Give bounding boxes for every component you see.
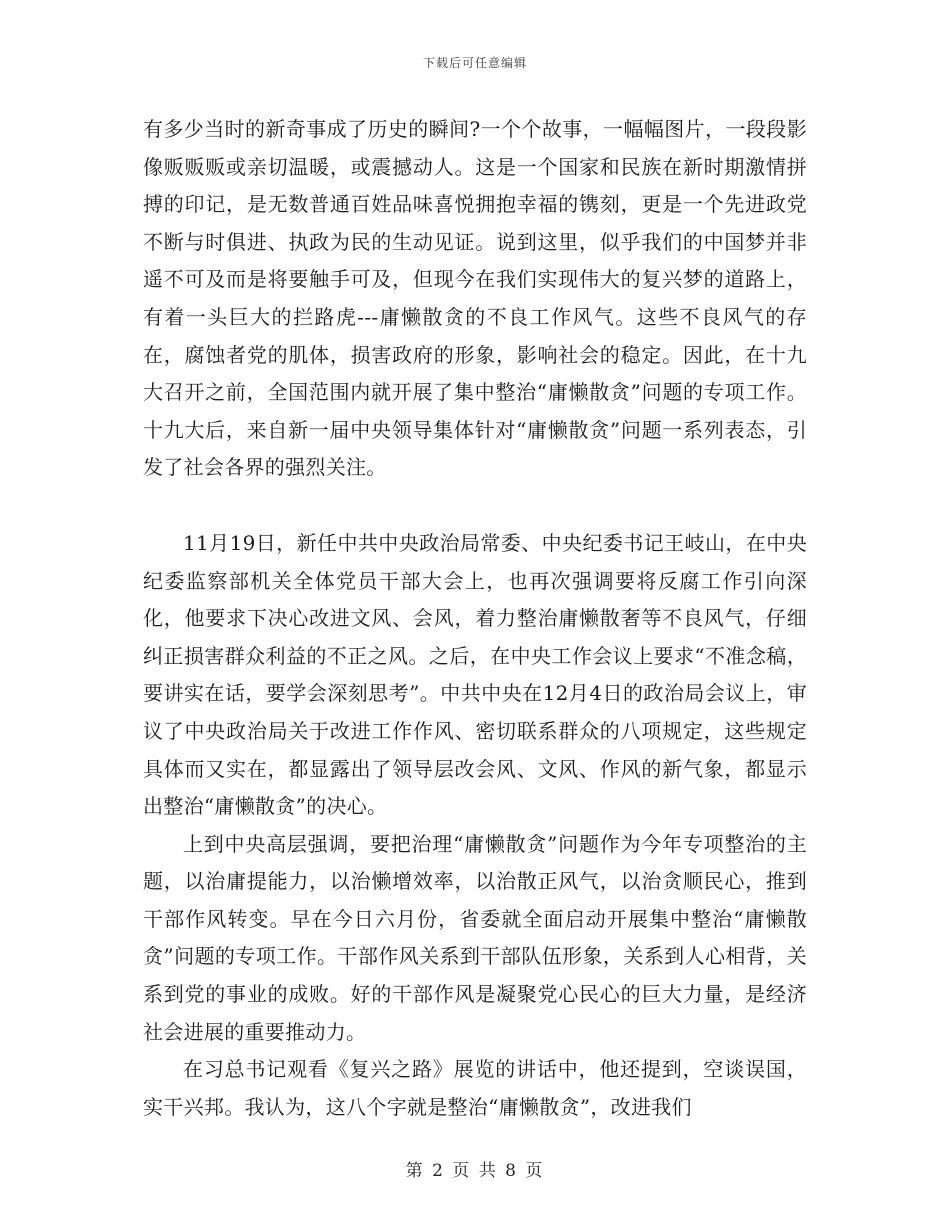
paragraph-2: 11月19日，新任中共中央政治局常委、中央纪委书记王岐山，在中央纪委监察部机关全体党员干部大会上，也再次强调要将反腐工作引向深化，他要求下决心改进文风、会风，着力整治庸懒散奢等不良风气，仔细纠正损害群众利益的不正之风。之后，在中央工作会议上要求“不准念稿，要讲实在话，要学会深刻思考”。中共中央在12月4日的政治局会议上，审议了中央政治局关于改进工作作风、密切联系群众的八项规定，这些规定具体而又实在，都显露出了领导层改会风、文风、作风的新气象，都显示出整治“庸懒散贪”的决心。 <box>143 530 807 819</box>
page-header: 下载后可任意编辑 <box>422 56 527 70</box>
document-body <box>143 111 807 1126</box>
page-footer: 第 2 页 共 8 页 <box>405 1161 545 1181</box>
paragraph-1: 有多少当时的新奇事成了历史的瞬间?一个个故事，一幅幅图片，一段段影像贩贩贩或亲切温暖，或震撼动人。这是一个国家和民族在新时期激情拼搏的印记，是无数普通百姓品味喜悦拥抱幸福的镌刻，更是一个先进政党不断与时俱进、执政为民的生动见证。说到这里，似乎我们的中国梦并非遥不可及而是将要触手可及，但现今在我们实现伟大的复兴梦的道路上，有着一头巨大的拦路虎---庸懒散贪的不良工作风气。这些不良风气的存在，腐蚀者党的肌体，损害政府的形象，影响社会的稳定。因此，在十九大召开之前，全国范围内就开展了集中整治“庸懒散贪”问题的专项工作。十九大后，来自新一届中央领导集体针对“庸懒散贪”问题一系列表态，引发了社会各界的强烈关注。 <box>143 117 807 480</box>
paragraph-3: 上到中央高层强调，要把治理“庸懒散贪”问题作为今年专项整治的主题，以治庸提能力，以治懒增效率，以治散正风气，以治贪顺民心，推到干部作风转变。早在今日六月份，省委就全面启动开展集中整治“庸懒散贪”问题的专项工作。干部作风关系到干部队伍形象，关系到人心相背，关系到党的事业的成败。好的干部作风是凝聚党心民心的巨大力量，是经济社会进展的重要推动力。 <box>143 831 807 1044</box>
paragraph-4: 在习总书记观看《复兴之路》展览的讲话中，他还提到，空谈误国，实干兴邦。我认为，这八个字就是整治“庸懒散贪”，改进我们 <box>143 1057 807 1119</box>
